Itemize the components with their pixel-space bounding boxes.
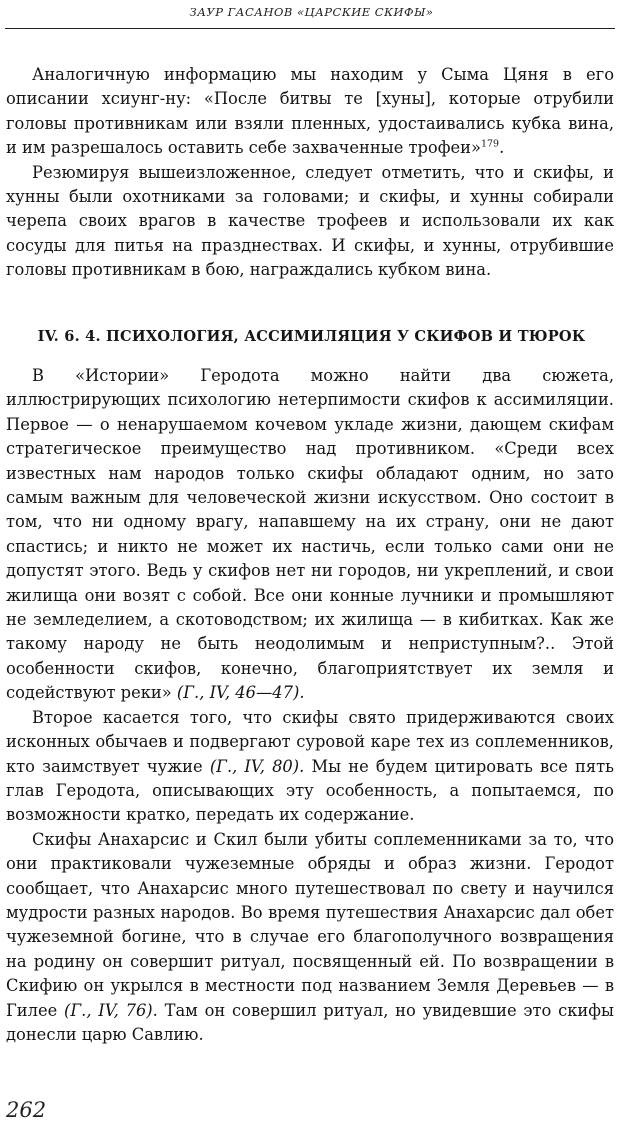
citation: (Г., IV, 80). bbox=[209, 756, 305, 776]
paragraph-summary: Резюмируя вышеизложенное, следует отметить, что и скифы, и хунны были охотниками за головами; и скифы, и хунны собирали черепа своих врагов в качестве трофеев и использовали их как сосуды для питья на празднествах. И скифы, и хунны, отрубившие головы противникам в бою, награждались кубком вина. bbox=[6, 162, 614, 280]
paragraph-customs bbox=[6, 706, 614, 828]
citation: (Г., IV, 46—47). bbox=[176, 683, 305, 703]
header-rule bbox=[5, 28, 615, 29]
paragraph-text: Скифы Анахарсис и Скил были убиты соплеменниками за то, что они практиковали чужеземные обряды и образ жизни. Геродот сообщает, что Анахарсис много путешествовал по свету и научился мудрости разных народов. Во время путешествия Анахарсис дал обет чужеземной богине, что в случае его благополучного возвращения на родину он совершит ритуал, посвященный ей. По возвращении в Скифию он укрылся в местности под названием Земля Деревьев — в Гилее bbox=[6, 829, 614, 1020]
footnote-marker: 179 bbox=[480, 138, 500, 150]
paragraph-sima-qian: Аналогичную информацию мы находим у Сыма Цяня в его описании хсиунг-ну: «После битвы те [хуны], которые отрубили головы противникам или взяли пленных, удостаивались кубка вина, и им разрешалось оставить себе захваченные трофеи»$^{179}$. bbox=[6, 65, 614, 158]
paragraph-text: Мы не будем цитировать все пять глав Геродота, описывающих эту особенность, а попытаемся, по возможности кратко, передать их содержание. bbox=[6, 756, 614, 825]
section-heading: IV. 6. 4. ПСИХОЛОГИЯ, АССИМИЛЯЦИЯ У СКИФОВ И ТЮРОК bbox=[37, 328, 586, 345]
paragraph-text: Второе касается того, что скифы свято придерживаются своих исконных обычаев и подвергают суровой каре тех из соплеменников, кто заимствует чужие bbox=[6, 707, 614, 776]
running-header: ЗАУР ГАСАНОВ «ЦАРСКИЕ СКИФЫ» bbox=[189, 5, 434, 19]
page-number: 262 bbox=[6, 1098, 47, 1122]
paragraph-text: В «Истории» Геродота можно найти два сюжета, иллюстрирующих психологию нетерпимости скифов к ассимиляции. Первое — о ненарушаемом кочевом укладе жизни, дающем скифам стратегическое преимущество над противником. «Среди всех известных нам народов только скифы обладают одним, но зато самым важным для человеческой жизни искусством. Оно состоит в том, что ни одному врагу, напавшему на их страну, они не дают спастись; и никто не может их настичь, если только сами они не допустят этого. Ведь у скифов нет ни городов, ни укреплений, и свои жилища они возят с собой. Все они конные лучники и промышляют не земледелием, а скотоводством; их жилища — в кибитках. Как же такому народу не быть неодолимым и неприступным?.. Этой особенности скифов, конечно, благоприятствует их земля и содействуют реки» bbox=[6, 366, 614, 703]
paragraph-text: Аналогичную информацию мы находим у Сыма Цяня в его описании хсиунг-ну: «После битвы те [хуны], которые отрубили головы противникам или взяли пленных, удостаивались кубка вина, и им разрешалось оставить себе захваченные трофеи» bbox=[6, 65, 614, 158]
top-text-block bbox=[6, 63, 614, 283]
paragraph-anacharsis bbox=[6, 828, 614, 1048]
paragraph-text: Там он совершил ритуал, но увидевшие это скифы донесли царю Савлию. bbox=[6, 1000, 614, 1044]
paragraph-herodotus-history bbox=[6, 364, 614, 706]
bottom-text-block bbox=[6, 364, 614, 1047]
citation: (Г., IV, 76). bbox=[64, 1000, 158, 1020]
